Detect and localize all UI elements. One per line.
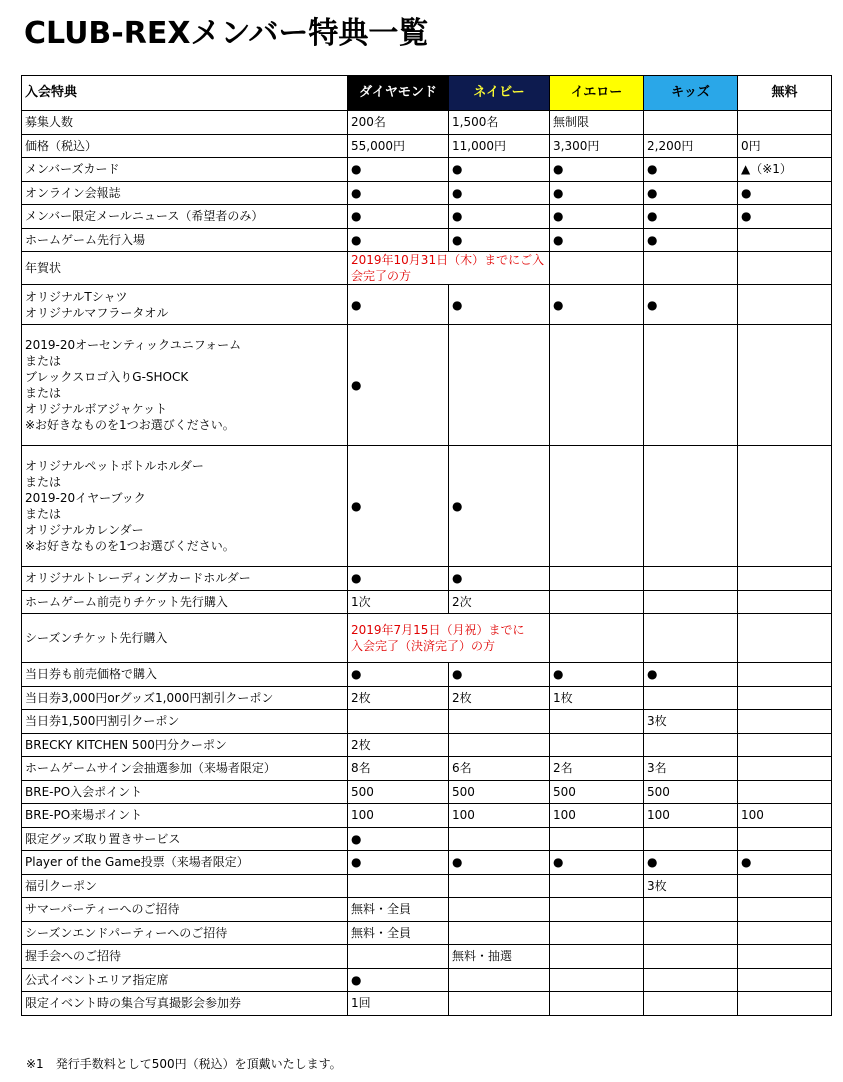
table-cell: 3枚 bbox=[644, 710, 738, 734]
row-note: 2019年7月15日（月祝）までに 入会完了（決済完了）の方 bbox=[348, 614, 550, 663]
table-cell: 3名 bbox=[644, 757, 738, 781]
table-cell bbox=[738, 614, 832, 663]
table-cell: ● bbox=[348, 325, 449, 446]
table-cell bbox=[738, 111, 832, 135]
table-cell: ● bbox=[644, 205, 738, 229]
header-label: 入会特典 bbox=[22, 76, 348, 111]
table-cell bbox=[550, 992, 644, 1016]
table-cell: 100 bbox=[550, 804, 644, 828]
table-row bbox=[22, 228, 832, 252]
table-cell: ● bbox=[738, 851, 832, 875]
table-row bbox=[22, 780, 832, 804]
table-cell: ● bbox=[644, 663, 738, 687]
table-row bbox=[22, 614, 832, 663]
row-label: メンバーズカード bbox=[22, 158, 348, 182]
table-cell bbox=[738, 228, 832, 252]
table-cell: 500 bbox=[550, 780, 644, 804]
table-cell bbox=[644, 567, 738, 591]
table-cell: ● bbox=[644, 285, 738, 325]
table-cell bbox=[738, 446, 832, 567]
table-cell bbox=[550, 874, 644, 898]
row-label: BRE-PO来場ポイント bbox=[22, 804, 348, 828]
table-cell: 500 bbox=[348, 780, 449, 804]
table-row bbox=[22, 158, 832, 182]
table-row bbox=[22, 827, 832, 851]
row-label: 2019-20オーセンティックユニフォーム または ブレックスロゴ入りG-SHOCK または オリジナルボアジャケット ※お好きなものを1つお選びください。 bbox=[22, 325, 348, 446]
table-cell bbox=[644, 921, 738, 945]
table-cell: 1枚 bbox=[550, 686, 644, 710]
table-cell bbox=[644, 111, 738, 135]
table-cell: 6名 bbox=[449, 757, 550, 781]
table-cell: ● bbox=[449, 663, 550, 687]
row-label: Player of the Game投票（来場者限定） bbox=[22, 851, 348, 875]
row-label: 当日券3,000円orグッズ1,000円割引クーポン bbox=[22, 686, 348, 710]
row-label: オリジナルトレーディングカードホルダー bbox=[22, 567, 348, 591]
table-cell: ● bbox=[738, 205, 832, 229]
table-cell bbox=[644, 686, 738, 710]
table-cell: 55,000円 bbox=[348, 134, 449, 158]
row-label: 募集人数 bbox=[22, 111, 348, 135]
table-cell bbox=[644, 992, 738, 1016]
table-cell bbox=[348, 874, 449, 898]
table-cell: ● bbox=[550, 851, 644, 875]
table-cell: 100 bbox=[738, 804, 832, 828]
header-row bbox=[22, 76, 832, 111]
table-cell: ● bbox=[550, 663, 644, 687]
benefits-table bbox=[21, 75, 832, 1016]
table-cell: 100 bbox=[449, 804, 550, 828]
table-cell: ● bbox=[449, 228, 550, 252]
table-cell bbox=[449, 992, 550, 1016]
table-cell bbox=[550, 614, 644, 663]
table-cell: 無制限 bbox=[550, 111, 644, 135]
tier-kids: キッズ bbox=[644, 76, 738, 111]
row-label: ホームゲームサイン会抽選参加（来場者限定） bbox=[22, 757, 348, 781]
table-cell bbox=[738, 898, 832, 922]
table-row bbox=[22, 686, 832, 710]
table-cell: 500 bbox=[449, 780, 550, 804]
table-cell: 3枚 bbox=[644, 874, 738, 898]
footnote: ※1 発行手数料として500円（税込）を頂戴いたします。 bbox=[26, 1057, 342, 1071]
table-row bbox=[22, 111, 832, 135]
table-cell: ● bbox=[550, 285, 644, 325]
row-label: 握手会へのご招待 bbox=[22, 945, 348, 969]
table-cell: ● bbox=[644, 851, 738, 875]
table-row bbox=[22, 804, 832, 828]
table-cell bbox=[738, 590, 832, 614]
table-cell bbox=[348, 710, 449, 734]
table-row bbox=[22, 710, 832, 734]
table-cell bbox=[449, 710, 550, 734]
table-cell bbox=[644, 252, 738, 285]
table-cell: ● bbox=[449, 181, 550, 205]
table-row bbox=[22, 590, 832, 614]
row-note: 2019年10月31日（木）までにご入会完了の方 bbox=[348, 252, 550, 285]
table-cell: ● bbox=[348, 567, 449, 591]
table-cell: 8名 bbox=[348, 757, 449, 781]
tier-yellow: イエロー bbox=[550, 76, 644, 111]
table-row bbox=[22, 325, 832, 446]
row-label: オンライン会報誌 bbox=[22, 181, 348, 205]
table-cell: ● bbox=[550, 205, 644, 229]
table-cell: ● bbox=[644, 181, 738, 205]
table-cell: 1次 bbox=[348, 590, 449, 614]
table-cell bbox=[738, 945, 832, 969]
table-cell: ● bbox=[449, 567, 550, 591]
table-row bbox=[22, 252, 832, 285]
table-cell: ● bbox=[550, 228, 644, 252]
table-row bbox=[22, 992, 832, 1016]
table-cell bbox=[550, 827, 644, 851]
table-cell bbox=[738, 710, 832, 734]
table-cell bbox=[738, 285, 832, 325]
table-cell: ● bbox=[348, 205, 449, 229]
row-label: シーズンチケット先行購入 bbox=[22, 614, 348, 663]
table-cell: ● bbox=[550, 181, 644, 205]
table-cell bbox=[644, 968, 738, 992]
table-cell bbox=[550, 921, 644, 945]
table-row bbox=[22, 181, 832, 205]
table-cell: ● bbox=[449, 851, 550, 875]
table-row bbox=[22, 874, 832, 898]
table-cell bbox=[738, 325, 832, 446]
tier-diamond: ダイヤモンド bbox=[348, 76, 449, 111]
table-cell bbox=[644, 898, 738, 922]
table-cell bbox=[738, 921, 832, 945]
row-label: ホームゲーム先行入場 bbox=[22, 228, 348, 252]
table-cell bbox=[449, 733, 550, 757]
table-cell bbox=[449, 874, 550, 898]
table-cell bbox=[449, 827, 550, 851]
table-cell bbox=[644, 827, 738, 851]
table-cell bbox=[550, 945, 644, 969]
table-cell bbox=[348, 945, 449, 969]
row-label: 当日券1,500円割引クーポン bbox=[22, 710, 348, 734]
table-cell bbox=[738, 663, 832, 687]
table-cell bbox=[738, 567, 832, 591]
row-label: サマーパーティーへのご招待 bbox=[22, 898, 348, 922]
row-label: BRE-PO入会ポイント bbox=[22, 780, 348, 804]
table-cell bbox=[738, 827, 832, 851]
table-cell: 2次 bbox=[449, 590, 550, 614]
table-cell: ● bbox=[348, 228, 449, 252]
table-cell: ● bbox=[348, 285, 449, 325]
row-label: 限定イベント時の集合写真撮影会参加券 bbox=[22, 992, 348, 1016]
table-cell: ● bbox=[449, 285, 550, 325]
table-cell: 無料・全員 bbox=[348, 921, 449, 945]
row-label: 価格（税込） bbox=[22, 134, 348, 158]
table-cell bbox=[738, 968, 832, 992]
table-cell: ● bbox=[644, 158, 738, 182]
table-cell: ● bbox=[348, 181, 449, 205]
table-row bbox=[22, 134, 832, 158]
table-cell: ● bbox=[644, 228, 738, 252]
table-row bbox=[22, 968, 832, 992]
table-cell bbox=[738, 733, 832, 757]
table-row bbox=[22, 757, 832, 781]
row-label: 当日券も前売価格で購入 bbox=[22, 663, 348, 687]
table-cell: 無料・全員 bbox=[348, 898, 449, 922]
table-cell: ● bbox=[348, 446, 449, 567]
table-row bbox=[22, 921, 832, 945]
table-cell bbox=[738, 780, 832, 804]
table-cell bbox=[449, 968, 550, 992]
table-cell bbox=[738, 686, 832, 710]
table-cell bbox=[550, 325, 644, 446]
table-cell: ● bbox=[449, 205, 550, 229]
table-cell: 100 bbox=[348, 804, 449, 828]
row-label: シーズンエンドパーティーへのご招待 bbox=[22, 921, 348, 945]
row-label: 限定グッズ取り置きサービス bbox=[22, 827, 348, 851]
row-label: オリジナルTシャツ オリジナルマフラータオル bbox=[22, 285, 348, 325]
table-row bbox=[22, 851, 832, 875]
table-cell: ● bbox=[449, 158, 550, 182]
row-label: オリジナルペットボトルホルダー または 2019-20イヤーブック または オリジナルカレンダー ※お好きなものを1つお選びください。 bbox=[22, 446, 348, 567]
table-cell: 2名 bbox=[550, 757, 644, 781]
table-cell bbox=[550, 898, 644, 922]
page-title: CLUB-REXメンバー特典一覧 bbox=[24, 16, 429, 51]
table-row bbox=[22, 567, 832, 591]
table-row bbox=[22, 285, 832, 325]
table-cell bbox=[550, 567, 644, 591]
table-cell bbox=[550, 446, 644, 567]
row-label: 福引クーポン bbox=[22, 874, 348, 898]
row-label: メンバー限定メールニュース（希望者のみ） bbox=[22, 205, 348, 229]
table-cell: ● bbox=[550, 158, 644, 182]
table-cell: ● bbox=[348, 663, 449, 687]
row-label: BRECKY KITCHEN 500円分クーポン bbox=[22, 733, 348, 757]
table-cell bbox=[644, 590, 738, 614]
table-cell: 200名 bbox=[348, 111, 449, 135]
table-cell bbox=[550, 590, 644, 614]
table-cell bbox=[738, 252, 832, 285]
table-cell: ● bbox=[738, 181, 832, 205]
table-cell: 2枚 bbox=[348, 686, 449, 710]
table-cell bbox=[644, 614, 738, 663]
table-cell: ● bbox=[348, 851, 449, 875]
table-cell: ● bbox=[348, 827, 449, 851]
table-cell: ● bbox=[449, 446, 550, 567]
tier-free: 無料 bbox=[738, 76, 832, 111]
table-row bbox=[22, 205, 832, 229]
table-cell: 2枚 bbox=[449, 686, 550, 710]
table-cell bbox=[644, 446, 738, 567]
table-row bbox=[22, 898, 832, 922]
table-cell: ▲（※1） bbox=[738, 158, 832, 182]
table-cell: 2枚 bbox=[348, 733, 449, 757]
table-row bbox=[22, 663, 832, 687]
table-cell: ● bbox=[348, 968, 449, 992]
table-cell: ● bbox=[348, 158, 449, 182]
table-cell bbox=[738, 992, 832, 1016]
table-cell: 1回 bbox=[348, 992, 449, 1016]
table-cell bbox=[738, 874, 832, 898]
table-cell bbox=[550, 252, 644, 285]
table-cell: 1,500名 bbox=[449, 111, 550, 135]
tier-navy: ネイビー bbox=[449, 76, 550, 111]
row-label: 年賀状 bbox=[22, 252, 348, 285]
table-cell: 0円 bbox=[738, 134, 832, 158]
row-label: 公式イベントエリア指定席 bbox=[22, 968, 348, 992]
table-cell bbox=[550, 968, 644, 992]
table-row bbox=[22, 446, 832, 567]
table-cell: 100 bbox=[644, 804, 738, 828]
table-cell: 11,000円 bbox=[449, 134, 550, 158]
row-label: ホームゲーム前売りチケット先行購入 bbox=[22, 590, 348, 614]
table-cell bbox=[449, 921, 550, 945]
table-cell: 2,200円 bbox=[644, 134, 738, 158]
table-cell bbox=[644, 733, 738, 757]
table-body bbox=[22, 111, 832, 1016]
table-cell bbox=[738, 757, 832, 781]
table-cell bbox=[550, 733, 644, 757]
table-cell: 500 bbox=[644, 780, 738, 804]
table-cell bbox=[449, 325, 550, 446]
table-cell bbox=[644, 945, 738, 969]
table-cell bbox=[449, 898, 550, 922]
table-cell: 無料・抽選 bbox=[449, 945, 550, 969]
table-cell: 3,300円 bbox=[550, 134, 644, 158]
table-cell bbox=[644, 325, 738, 446]
table-cell bbox=[550, 710, 644, 734]
table-row bbox=[22, 733, 832, 757]
table-row bbox=[22, 945, 832, 969]
